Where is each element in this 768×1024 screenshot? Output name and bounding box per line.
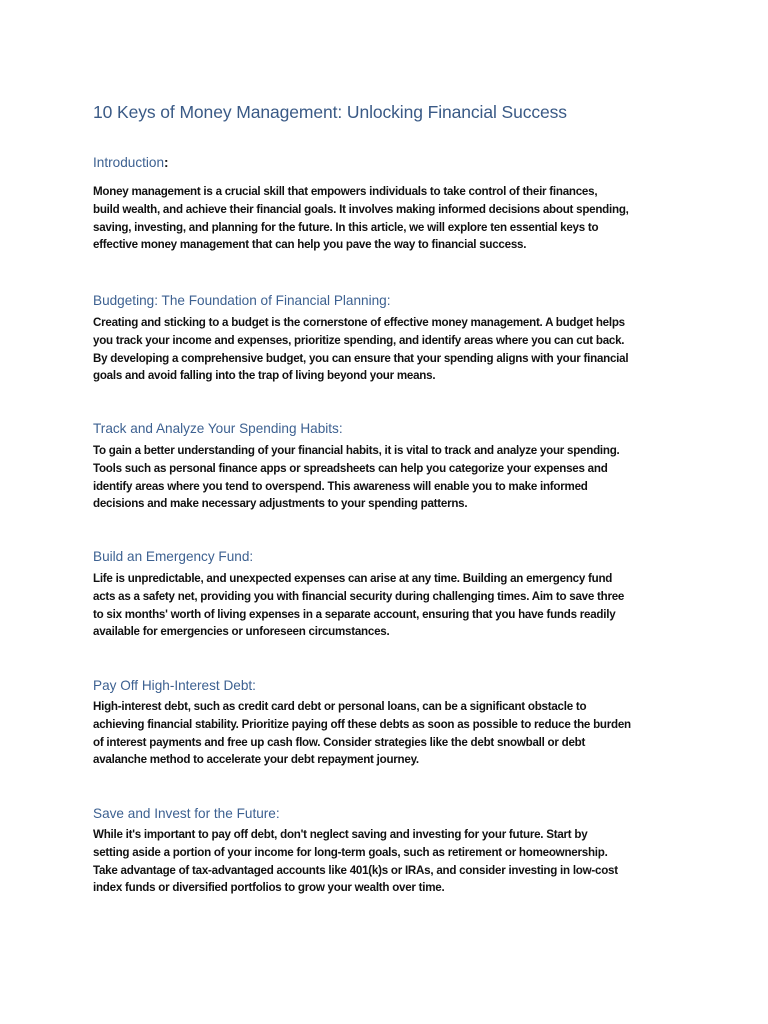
paragraph-line: saving, investing, and planning for the future. In this article, we will explore ten essential keys to bbox=[93, 220, 599, 234]
paragraph-line: to six months' worth of living expenses in a separate account, ensuring that you have funds readily bbox=[93, 607, 616, 621]
paragraph-line: Tools such as personal finance apps or spreadsheets can help you categorize your expenses and bbox=[93, 461, 608, 475]
document-title: 10 Keys of Money Management: Unlocking Financial Success bbox=[93, 102, 567, 122]
section-paragraph-emergency-fund bbox=[93, 570, 683, 641]
paragraph-line: setting aside a portion of your income for long-term goals, such as retirement or homeownership. bbox=[93, 845, 608, 859]
paragraph-line: To gain a better understanding of your financial habits, it is vital to track and analyze your spending. bbox=[93, 444, 620, 457]
paragraph-line: identify areas where you tend to overspend. This awareness will enable you to make informed bbox=[93, 479, 588, 493]
paragraph-line: achieving financial stability. Prioritize paying off these debts as soon as possible to reduce the burden bbox=[93, 717, 631, 731]
paragraph-line: Creating and sticking to a budget is the cornerstone of effective money management. A budget helps bbox=[93, 316, 625, 329]
section-heading-emergency-fund: Build an Emergency Fund: bbox=[93, 549, 254, 564]
paragraph-line: effective money management that can help you pave the way to financial success. bbox=[93, 238, 527, 252]
paragraph-line: of interest payments and free up cash flow. Consider strategies like the debt snowball or debt bbox=[93, 735, 586, 749]
paragraph-line: By developing a comprehensive budget, you can ensure that your spending aligns with your financial bbox=[93, 351, 629, 365]
section-paragraph-track-spending bbox=[93, 442, 683, 513]
paragraph-line: goals and avoid falling into the trap of living beyond your means. bbox=[93, 369, 436, 383]
intro-heading-text: Introduction bbox=[93, 155, 165, 170]
intro-paragraph bbox=[93, 183, 683, 254]
paragraph-line: avalanche method to accelerate your debt repayment journey. bbox=[93, 753, 419, 767]
paragraph-line: you track your income and expenses, prioritize spending, and identify areas where you can cut back. bbox=[93, 333, 625, 347]
section-heading-track-spending: Track and Analyze Your Spending Habits: bbox=[93, 421, 343, 436]
intro-heading bbox=[93, 155, 169, 170]
paragraph-line: decisions and make necessary adjustments to your spending patterns. bbox=[93, 497, 468, 511]
paragraph-line: Take advantage of tax-advantaged accounts like 401(k)s or IRAs, and consider investing in low-cost bbox=[93, 863, 618, 877]
section-heading-budgeting: Budgeting: The Foundation of Financial Planning: bbox=[93, 293, 391, 308]
section-paragraph-high-interest-debt bbox=[93, 698, 683, 769]
paragraph-line: acts as a safety net, providing you with financial security during challenging times. Aim to save three bbox=[93, 589, 625, 603]
section-paragraph-budgeting bbox=[93, 314, 683, 385]
paragraph-line: High-interest debt, such as credit card debt or personal loans, can be a significant obstacle to bbox=[93, 700, 587, 713]
paragraph-line: index funds or diversified portfolios to grow your wealth over time. bbox=[93, 881, 445, 895]
section-heading-high-interest-debt: Pay Off High-Interest Debt: bbox=[93, 678, 256, 693]
paragraph-line: Money management is a crucial skill that empowers individuals to take control of their finances, bbox=[93, 185, 598, 198]
paragraph-line: build wealth, and achieve their financial goals. It involves making informed decisions about spending, bbox=[93, 202, 629, 216]
paragraph-line: Life is unpredictable, and unexpected expenses can arise at any time. Building an emergency fund bbox=[93, 572, 613, 585]
section-heading-save-invest: Save and Invest for the Future: bbox=[93, 806, 280, 821]
section-paragraph-save-invest bbox=[93, 826, 683, 897]
paragraph-line: available for emergencies or unforeseen circumstances. bbox=[93, 625, 390, 639]
paragraph-line: While it's important to pay off debt, don't neglect saving and investing for your future. Start by bbox=[93, 828, 588, 841]
intro-heading-colon: : bbox=[164, 155, 169, 170]
